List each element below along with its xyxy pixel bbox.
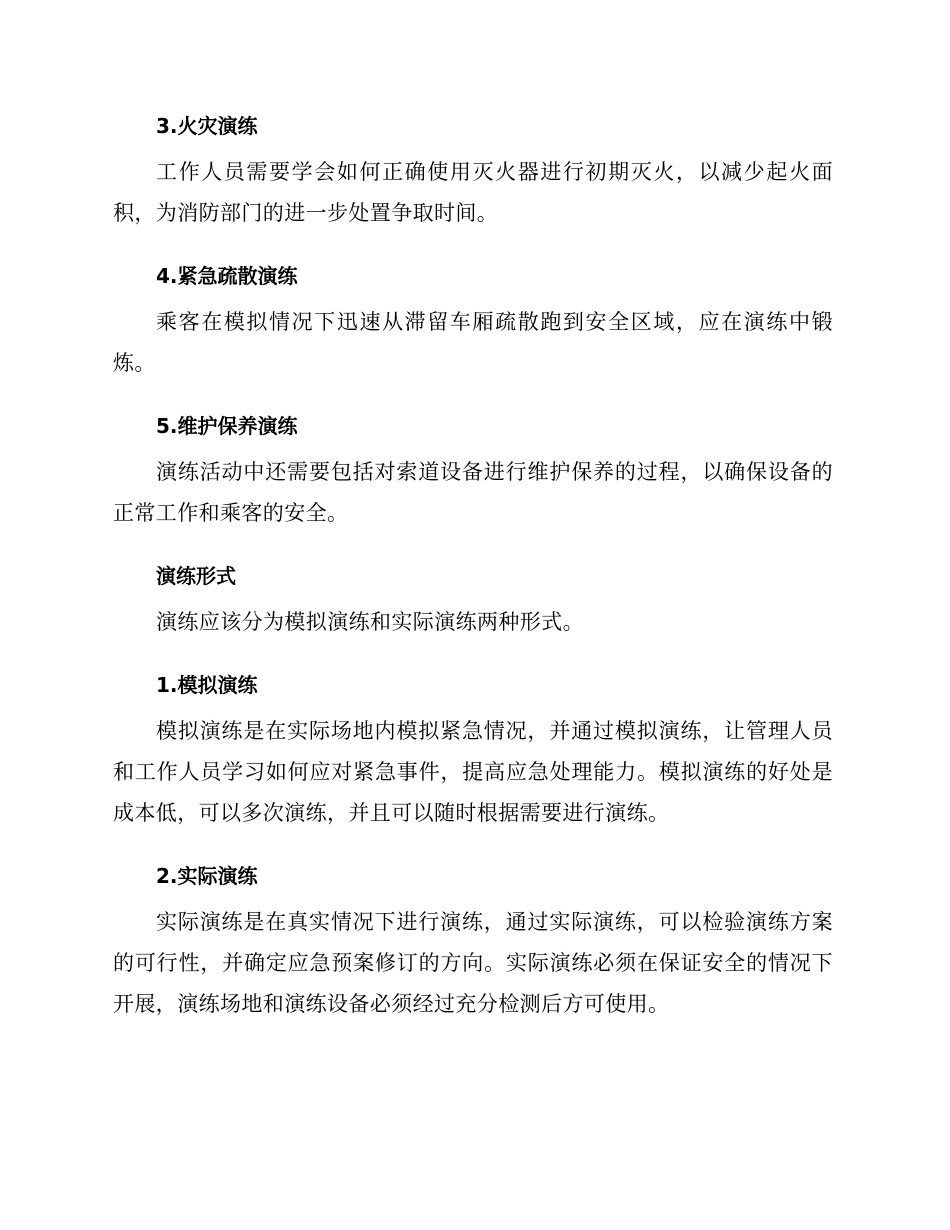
section-paragraph: 实际演练是在真实情况下进行演练，通过实际演练，可以检验演练方案的可行性，并确定应急预案修订的方向。实际演练必须在保证安全的情况下开展，演练场地和演练设备必须经过充分检测后方可使用。: [113, 910, 833, 1016]
section-heading: 演练形式: [156, 564, 236, 588]
section-drill-forms: [113, 554, 833, 643]
section-heading: 3.火灾演练: [156, 114, 258, 138]
section-evacuation-drill: [113, 254, 833, 384]
section-heading: 5.维护保养演练: [156, 414, 298, 438]
section-heading: 2.实际演练: [156, 864, 258, 888]
section-paragraph: 工作人员需要学会如何正确使用灭火器进行初期灭火，以减少起火面积，为消防部门的进一步处置争取时间。: [113, 160, 833, 225]
section-paragraph: 模拟演练是在实际场地内模拟紧急情况，并通过模拟演练，让管理人员和工作人员学习如何应对紧急事件，提高应急处理能力。模拟演练的好处是成本低，可以多次演练，并且可以随时根据需要进行演练。: [113, 719, 833, 825]
section-paragraph: 演练活动中还需要包括对索道设备进行维护保养的过程，以确保设备的正常工作和乘客的安全。: [113, 460, 833, 525]
section-heading: 4.紧急疏散演练: [156, 264, 298, 288]
section-heading: 1.模拟演练: [156, 673, 258, 697]
document-body: [113, 104, 833, 1045]
section-actual-drill: [113, 854, 833, 1025]
section-maintenance-drill: [113, 404, 833, 534]
section-fire-drill: [113, 104, 833, 234]
section-simulated-drill: [113, 663, 833, 834]
section-paragraph: 演练应该分为模拟演练和实际演练两种形式。: [156, 610, 584, 634]
section-paragraph: 乘客在模拟情况下迅速从滞留车厢疏散跑到安全区域，应在演练中锻炼。: [113, 310, 833, 375]
